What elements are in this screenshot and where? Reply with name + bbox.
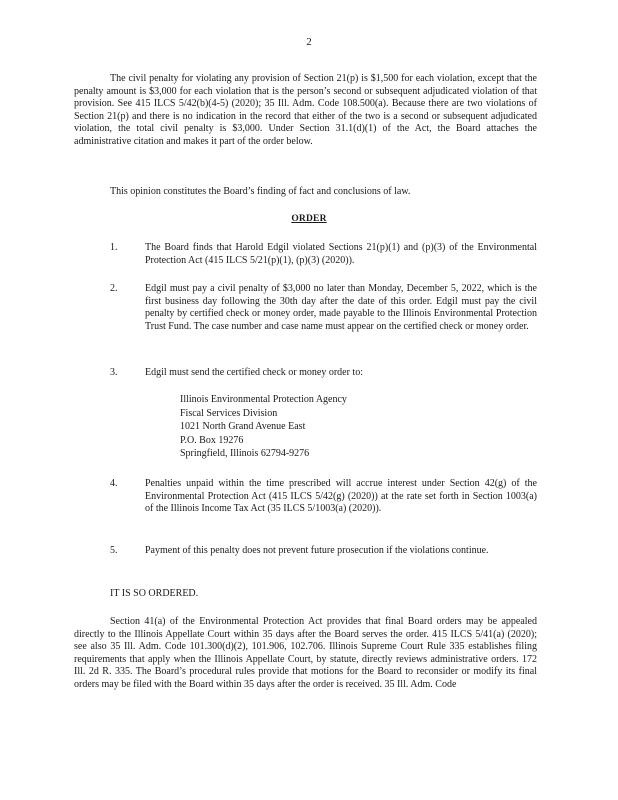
address-line: Illinois Environmental Protection Agency xyxy=(180,394,347,405)
order-item-text: The Board finds that Harold Edgil violated Sections 21(p)(1) and (p)(3) of the Environmental Protection Act (415 ILCS 5/21(p)(1), (p)(3) (2020)). xyxy=(145,242,537,266)
order-item-number: 2. xyxy=(110,283,118,294)
order-item-number: 1. xyxy=(110,242,118,253)
penalty-paragraph: The civil penalty for violating any provision of Section 21(p) is $1,500 for each violation, except that the penalty amount is $3,000 for each violation that is the person’s second or subsequent adjudicated violation of that provision. See 415 ILCS 5/42(b)(4-5) (2020); 35 Ill. Adm. Code 108.500(a). Because there are two violations of Section 21(p) and there is no indication in the record that either of the two is a second or subsequent adjudicated violation, the total civil penalty is $3,000. Under Section 31.1(d)(1) of the Act, the Board attaches the administrative citation and makes it part of the order below. xyxy=(74,73,537,147)
address-line: Fiscal Services Division xyxy=(180,407,278,419)
so-ordered-line: IT IS SO ORDERED. xyxy=(110,588,199,599)
address-line: 1021 North Grand Avenue East xyxy=(180,421,306,433)
appeal-rights-paragraph: Section 41(a) of the Environmental Protection Act provides that final Board orders may be appealed directly to the Illinois Appellate Court within 35 days after the Board serves the order. 415 ILCS 5/41(a) (2020); see also 35 Ill. Adm. Code 101.300(d)(2), 101.906, 102.706. Illinois Supreme Court Rule 335 establishes filing requirements that apply when the Illinois Appellate Court, by statute, directly reviews administrative orders. 172 Ill. 2d R. 335. The Board’s procedural rules provide that motions for the Board to reconsider or modify its final orders may be filed with the Board within 35 days after the order is received. 35 Ill. Adm. Code xyxy=(74,616,537,690)
mailing-address xyxy=(180,394,347,462)
order-item-text: Payment of this penalty does not prevent future prosecution if the violations continue. xyxy=(145,545,489,556)
order-item-number: 4. xyxy=(110,478,118,489)
order-item-text: Penalties unpaid within the time prescribed will accrue interest under Section 42(g) of the Environmental Protection Act (415 ILCS 5/42(g) (2020)) at the rate set forth in Section 1003(a) of the Illinois Income Tax Act (35 ILCS 5/1003(a) (2020)). xyxy=(145,478,537,515)
order-item-number: 3. xyxy=(110,367,118,378)
findings-paragraph: This opinion constitutes the Board’s finding of fact and conclusions of law. xyxy=(110,186,411,197)
order-item-text: Edgil must send the certified check or money order to: xyxy=(145,367,363,378)
order-heading: ORDER xyxy=(291,214,327,224)
page-number: 2 xyxy=(306,36,312,48)
order-item-number: 5. xyxy=(110,545,118,556)
address-line: P.O. Box 19276 xyxy=(180,434,244,446)
address-line: Springfield, Illinois 62794-9276 xyxy=(180,448,310,460)
order-item-text: Edgil must pay a civil penalty of $3,000 no later than Monday, December 5, 2022, which is the first business day following the 30th day after the date of this order. Edgil must pay the civil penalty by certified check or money order, made payable to the Illinois Environmental Protection Trust Fund. The case number and case name must appear on the certified check or money order. xyxy=(145,283,537,332)
